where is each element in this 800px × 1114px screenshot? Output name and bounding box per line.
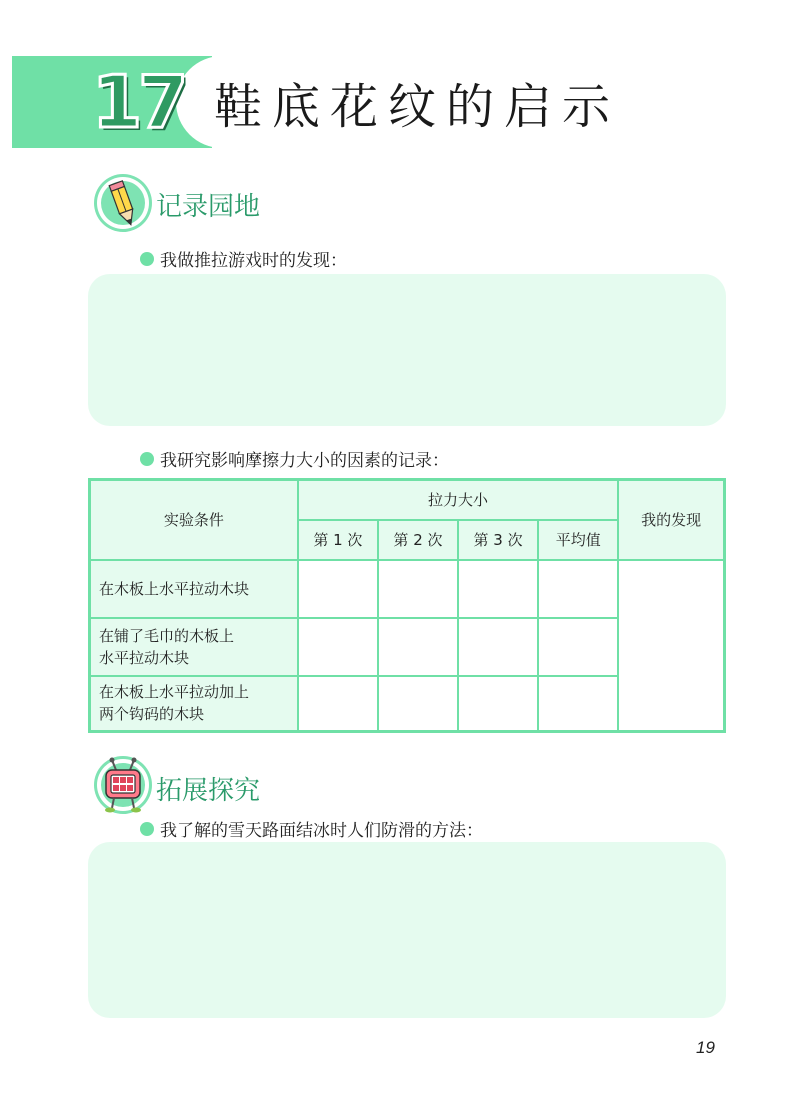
table-cell-input[interactable] xyxy=(378,676,458,732)
header-findings: 我的发现 xyxy=(618,480,724,560)
pencil-icon xyxy=(94,174,152,232)
pencil-icon-graphic xyxy=(94,174,152,232)
table-row-label xyxy=(90,560,298,618)
prompt-anti-slip xyxy=(140,816,483,841)
table-cell-input[interactable] xyxy=(298,676,378,732)
header-condition: 实验条件 xyxy=(90,480,298,560)
prompt-anti-slip-text: 我了解的雪天路面结冰时人们防滑的方法： xyxy=(160,821,483,841)
prompt-friction-record-text: 我研究影响摩擦力大小的因素的记录： xyxy=(160,451,449,471)
section-title-extend: 拓展探究 xyxy=(156,776,261,806)
table-cell-input[interactable] xyxy=(538,676,618,732)
header-trial-3: 第 3 次 xyxy=(458,520,538,560)
table-cell-input[interactable] xyxy=(458,560,538,618)
table-cell-input[interactable] xyxy=(458,618,538,676)
table-row-label xyxy=(90,676,298,732)
table-cell-input[interactable] xyxy=(538,560,618,618)
prompt-push-pull xyxy=(140,246,347,271)
header-trial-1: 第 1 次 xyxy=(298,520,378,560)
row-label-line: 水平拉动木块 xyxy=(99,648,190,667)
table-cell-input[interactable] xyxy=(538,618,618,676)
header-force: 拉力大小 xyxy=(298,480,618,520)
row-label-line: 两个钩码的木块 xyxy=(99,705,205,724)
robot-icon xyxy=(94,756,152,814)
bullet-dot-icon xyxy=(140,452,154,466)
row-label-line: 在木板上水平拉动木块 xyxy=(99,579,250,598)
prompt-friction-record xyxy=(140,446,449,471)
friction-record-table xyxy=(88,478,726,733)
header-trial-2: 第 2 次 xyxy=(378,520,458,560)
chapter-title: 鞋底花纹的启示 xyxy=(214,79,621,135)
table-cell-input[interactable] xyxy=(298,560,378,618)
table-cell-input[interactable] xyxy=(298,618,378,676)
answer-box-push-pull[interactable] xyxy=(88,274,726,426)
bullet-dot-icon xyxy=(140,252,154,266)
prompt-push-pull-text: 我做推拉游戏时的发现： xyxy=(160,251,347,271)
table-row-label xyxy=(90,618,298,676)
robot-icon-graphic xyxy=(94,756,152,818)
table-cell-input[interactable] xyxy=(378,560,458,618)
table-cell-input[interactable] xyxy=(458,676,538,732)
page-number: 19 xyxy=(696,1038,715,1057)
findings-cell-input[interactable] xyxy=(618,560,724,732)
section-title-record: 记录园地 xyxy=(156,192,261,222)
header-average: 平均值 xyxy=(538,520,618,560)
row-label-line: 在铺了毛巾的木板上 xyxy=(99,626,235,645)
answer-box-anti-slip[interactable] xyxy=(88,842,726,1018)
chapter-number: 17 xyxy=(92,60,185,144)
row-label-line: 在木板上水平拉动加上 xyxy=(99,683,250,702)
table-cell-input[interactable] xyxy=(378,618,458,676)
bullet-dot-icon xyxy=(140,822,154,836)
